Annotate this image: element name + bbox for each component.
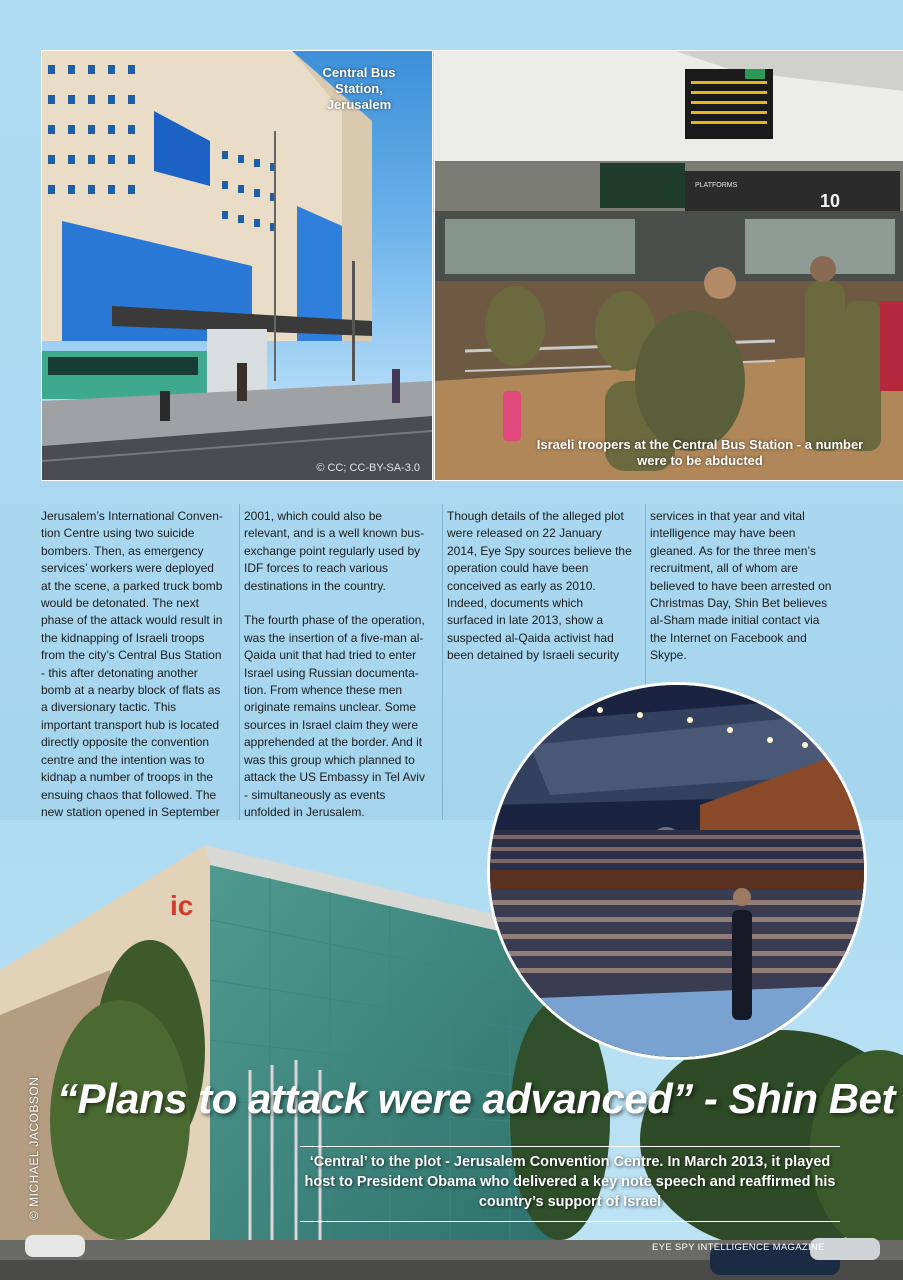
column-divider: [442, 504, 443, 820]
troopers-illustration: [435, 51, 903, 480]
magazine-footer: EYE SPY INTELLIGENCE MAGAZINE: [652, 1242, 825, 1253]
convention-centre-caption: ‘Central’ to the plot - Jerusalem Convention Centre. In March 2013, it played host to President Obama who delivered a key note speech and reaffirmed his country’s support of Israel: [304, 1154, 836, 1210]
platform-sign-number: 10: [820, 191, 841, 211]
caption-rule-top: [300, 1146, 840, 1147]
auditorium-illustration: [490, 685, 864, 1057]
icc-logo-mark: ic: [170, 890, 194, 921]
article-column-3: Though details of the alleged plot were released on 22 January 2014, Eye Spy sources believe the operation could have been conceived as early as 2010. Indeed, documents which surfaced in late 2013, show a suspected al-Qaida activist had been detained by Israeli security: [447, 509, 632, 663]
article-column-4: services in that year and vital intelligence may have been gleaned. As for the three men’s recruitment, all of whom are believed to have been arrested on Christmas Day, Shin Bet believes al-Sham made initial contact via the Internet on Facebook and Skype.: [650, 509, 832, 663]
bus-station-photo: [41, 50, 433, 481]
bus-station-caption: Central Bus Station, Jerusalem: [322, 65, 396, 112]
bus-station-credit: © CC; CC-BY-SA-3.0: [316, 462, 420, 474]
column-divider: [239, 504, 240, 820]
photo-credit: © MICHAEL JACOBSON: [27, 1076, 41, 1220]
article-column-2: 2001, which could also be relevant, and is a well known bus- exchange point regularly used by IDF forces to reach various destinations in the country. The fourth phase of the operation, was the insertion of a five-man al- Qaida unit that had tried to enter Israel using Russian documenta- tion. From whence these men originate remains unclear. Some sources in Israel claim they were apprehended at the border. And it was this group which planned to attack the US Embassy in Tel Aviv - simultaneously as events unfolded in Jerusalem.: [244, 509, 425, 819]
article-column-1: Jerusalem’s International Conven- tion Centre using two suicide bombers. Then, as emergency services’ workers were deployed at the scene, a parked truck bomb would be detonated. The next phase of the attack would result in the kidnapping of Israeli troops from the city’s Central Bus Station - this after detonating another bomb at a nearby block of flats as a diversionary tactic. This important transport hub is located directly opposite the convention centre and the intention was to kidnap a number of troops in the ensuing chaos that followed. The new station opened in September: [41, 509, 223, 819]
auditorium-inset-photo: [487, 682, 867, 1060]
platform-sign-label: PLATFORMS: [695, 182, 738, 189]
caption-rule-bottom: [300, 1221, 840, 1222]
bus-station-illustration: [42, 51, 432, 480]
troopers-photo: [434, 50, 903, 481]
troopers-caption: Israeli troopers at the Central Bus Station - a number were to be abducted: [536, 437, 864, 468]
pull-quote-headline: “Plans to attack were advanced” - Shin Bet: [57, 1075, 895, 1122]
